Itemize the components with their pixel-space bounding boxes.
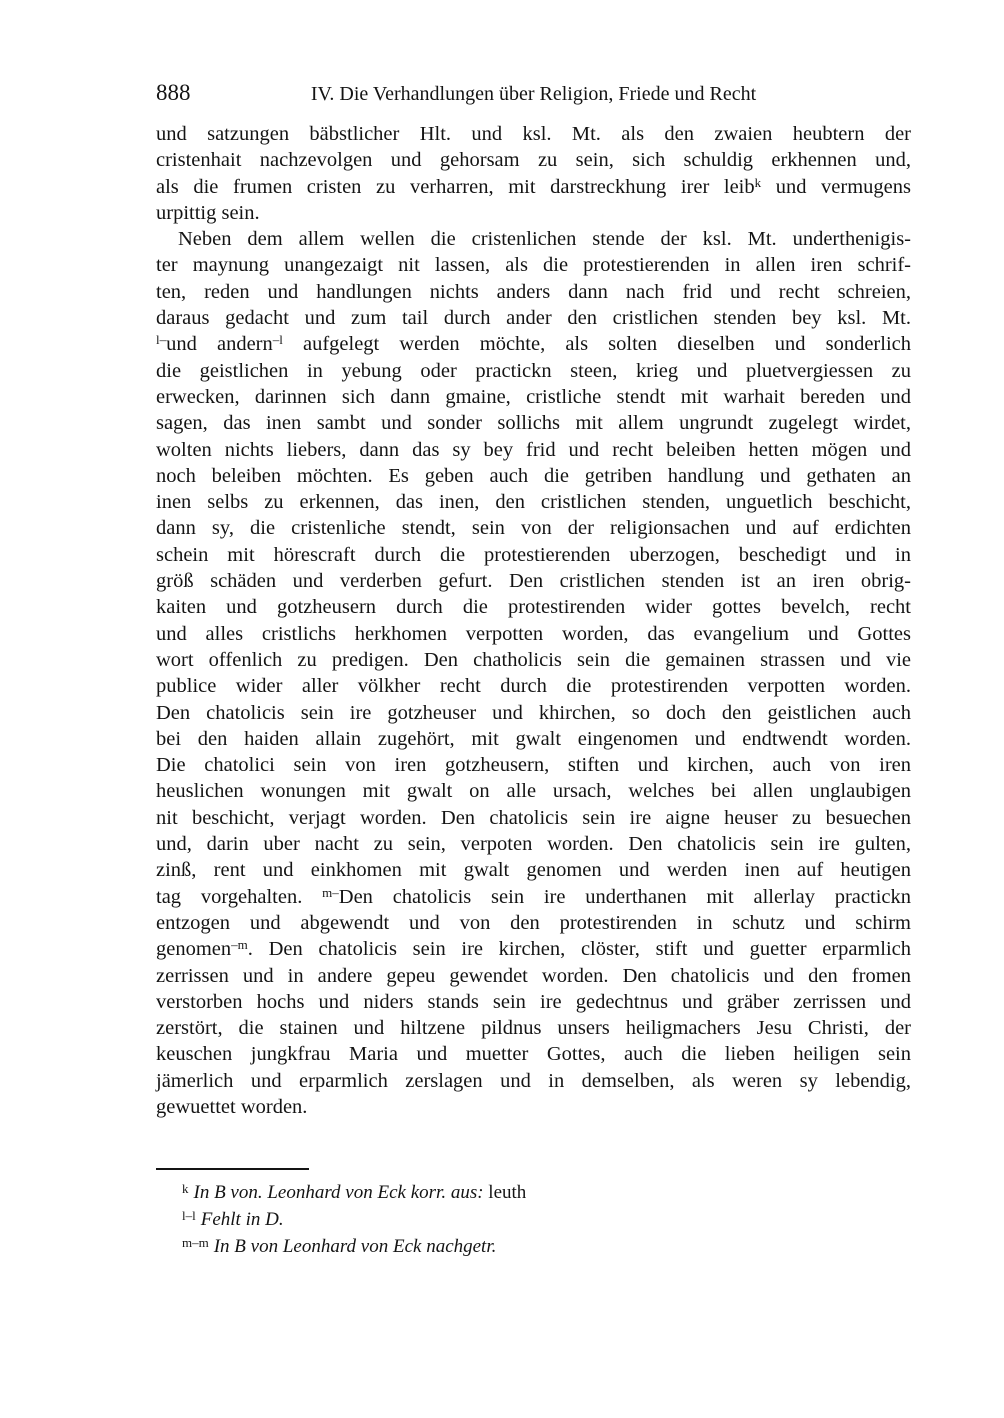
text-segment: wort offenlich zu predigen. Den chatholicis sein die gemainen strassen und vie	[156, 648, 911, 671]
italic-text: Fehlt in D.	[200, 1209, 284, 1230]
text-line	[156, 542, 911, 568]
text-segment: publice wider aller völkher recht durch die protestirenden verpotten worden.	[156, 675, 911, 698]
footnote-marker: m–	[322, 884, 339, 900]
text-segment: zinß, rent und einkhomen mit gwalt genomen und werden inen auf heutigen	[156, 859, 911, 882]
text-line	[156, 673, 911, 699]
text-line	[156, 936, 911, 962]
text-line	[156, 463, 911, 489]
text-line	[156, 857, 911, 883]
text-line	[156, 884, 911, 910]
text-segment: sagen, das inen sambt und sonder sollichs mit allem ungrundt zugelegt wirdet,	[156, 412, 911, 435]
footnote-marker: –l	[272, 332, 283, 348]
italic-text: In B von. Leonhard von Eck korr. aus:	[193, 1182, 484, 1203]
text-line	[156, 726, 911, 752]
text-line	[156, 568, 911, 594]
text-line	[156, 174, 911, 200]
text-line	[156, 778, 911, 804]
footnote-marker: m–m	[182, 1235, 209, 1250]
footnote-marker: –m	[231, 937, 248, 953]
text-line	[156, 700, 911, 726]
text-line	[156, 963, 911, 989]
text-line	[156, 910, 911, 936]
text-line	[156, 279, 911, 305]
footnote-marker: l–l	[182, 1208, 196, 1223]
text-line	[156, 226, 911, 252]
text-segment: die geistlichen in yebung oder practickn steen, krieg und pluetvergiessen zu	[156, 359, 911, 382]
text-line	[156, 515, 911, 541]
text-segment: und vermugens	[761, 175, 912, 198]
text-segment: und satzungen bäbstlicher Hlt. und ksl. Mt. als den zwaien heubtern der	[156, 123, 911, 145]
text-segment: größ schäden und verderben gefurt. Den cristlichen stenden ist an iren obrig-	[156, 570, 911, 593]
footnote-marker: l–	[156, 332, 167, 348]
text-segment: wolten nichts liebers, dann das sy bey frid und recht beleiben hetten mögen und	[156, 438, 911, 461]
footnotes-section	[156, 1168, 911, 1260]
footnote	[156, 1206, 911, 1233]
text-segment: inen selbs zu erkennen, das inen, den cristlichen stenden, unguetlich beschicht,	[156, 491, 911, 514]
footnote-list	[156, 1179, 911, 1260]
text-segment: urpittig sein.	[156, 201, 260, 224]
text-segment: noch beleiben möchten. Es geben auch die getriben handlung und gethaten an	[156, 464, 911, 487]
text-line	[156, 305, 911, 331]
text-segment: . Den chatolicis sein ire kirchen, clöster, stift und guetter erparmlich	[247, 938, 911, 961]
text-line	[156, 752, 911, 778]
footnote	[156, 1233, 911, 1260]
text-segment: verstorben hochs und niders stands sein ire gedechtnus und gräber zerrissen und	[156, 990, 911, 1013]
text-segment: daraus gedacht und zum tail durch ander den cristlichen stenden bey ksl. Mt.	[156, 307, 911, 330]
text-segment: ten, reden und handlungen nichts anders dann nach frid und recht schreien,	[156, 280, 911, 303]
text-line	[156, 121, 911, 147]
text-segment: kaiten und gotzheusern durch die protestirenden wider gottes bevelch, recht	[156, 596, 911, 619]
text-line	[156, 147, 911, 173]
text-line	[156, 1015, 911, 1041]
text-segment: Neben dem allem wellen die cristenlichen stende der ksl. Mt. underthenigis-	[178, 228, 911, 251]
text-segment: bei den haiden allain zugehört, mit gwalt eingenomen und endtwendt worden.	[156, 727, 911, 750]
text-segment: Den chatolicis sein ire gotzheuser und khirchen, so doch den geistlichen auch	[156, 701, 911, 724]
text-line	[156, 489, 911, 515]
italic-text: In B von Leonhard von Eck nachgetr.	[213, 1236, 497, 1257]
text-line	[156, 437, 911, 463]
text-line	[156, 358, 911, 384]
page-header	[156, 80, 911, 110]
text-line	[156, 1094, 911, 1120]
text-segment: entzogen und abgewendt und von den protestirenden in schutz und schirm	[156, 911, 911, 934]
running-title: IV. Die Verhandlungen über Religion, Friede und Recht	[310, 83, 757, 105]
text-segment: erwecken, darinnen sich dann gmaine, cristliche stendt mit warhait bereden und	[156, 385, 911, 408]
text-segment: und alles cristlichs herkhomen verpotten worden, das evangelium und Gottes	[156, 622, 911, 645]
text-segment: gewuettet worden.	[156, 1095, 308, 1118]
footnote	[156, 1179, 911, 1206]
text-line	[156, 410, 911, 436]
text-segment: dann sy, die cristenliche stendt, sein von der religionsachen und auf erdichten	[156, 517, 911, 540]
text-segment: jämerlich und erparmlich zerslagen und in demselben, als weren sy lebendig,	[156, 1069, 911, 1092]
text-line	[156, 805, 911, 831]
text-segment: schein mit hörescraft durch die protestierenden uberzogen, beschedigt und in	[156, 543, 911, 566]
text-segment: Die chatolici sein von iren gotzheusern, stiften und kirchen, auch von iren	[156, 754, 911, 777]
text-segment: und andern	[166, 333, 273, 356]
footnote-rule	[156, 1168, 309, 1170]
text-segment: keuschen jungkfrau Maria und muetter Gottes, auch die lieben heiligen sein	[156, 1043, 911, 1066]
text-segment: als die frumen cristen zu verharren, mit darstreckhung irer leib	[156, 175, 755, 198]
text-segment: nit beschicht, verjagt worden. Den chatolicis sein ire aigne heuser zu besuechen	[156, 806, 911, 829]
text-line	[156, 331, 911, 357]
text-line	[156, 384, 911, 410]
text-line	[156, 594, 911, 620]
text-line	[156, 200, 911, 226]
text-segment: zerrissen und in andere gepeu gewendet worden. Den chatolicis und den fromen	[156, 964, 911, 987]
text-segment: leuth	[483, 1182, 527, 1203]
text-segment: tag vorgehalten.	[156, 885, 323, 908]
page-number: 888	[156, 80, 191, 105]
text-segment: genomen	[156, 938, 232, 961]
text-line	[156, 1041, 911, 1067]
body-text	[156, 121, 911, 1120]
footnote-marker: k	[182, 1181, 189, 1196]
text-line	[156, 831, 911, 857]
text-line	[156, 1068, 911, 1094]
text-segment: cristenhait nachzevolgen und gehorsam zu sein, sich schuldig erkhennen und,	[156, 149, 911, 172]
text-line	[156, 252, 911, 278]
footnote-marker: k	[754, 174, 762, 190]
text-line	[156, 621, 911, 647]
text-segment: heuslichen wonungen mit gwalt on alle ursach, welches bei allen unglaubigen	[156, 780, 911, 803]
text-segment: aufgelegt werden möchte, als solten dieselben und sonderlich	[282, 333, 911, 356]
text-line	[156, 989, 911, 1015]
text-line	[156, 647, 911, 673]
text-segment: und, darin uber nacht zu sein, verpoten worden. Den chatolicis sein ire gulten,	[156, 833, 911, 856]
text-segment: zerstört, die stainen und hiltzene pildnus unsers heiligmachers Jesu Christi, der	[156, 1017, 911, 1040]
text-segment: ter maynung unangezaigt nit lassen, als die protestierenden in allen iren schrif-	[156, 254, 911, 277]
text-segment: Den chatolicis sein ire underthanen mit allerlay practickn	[338, 885, 911, 908]
